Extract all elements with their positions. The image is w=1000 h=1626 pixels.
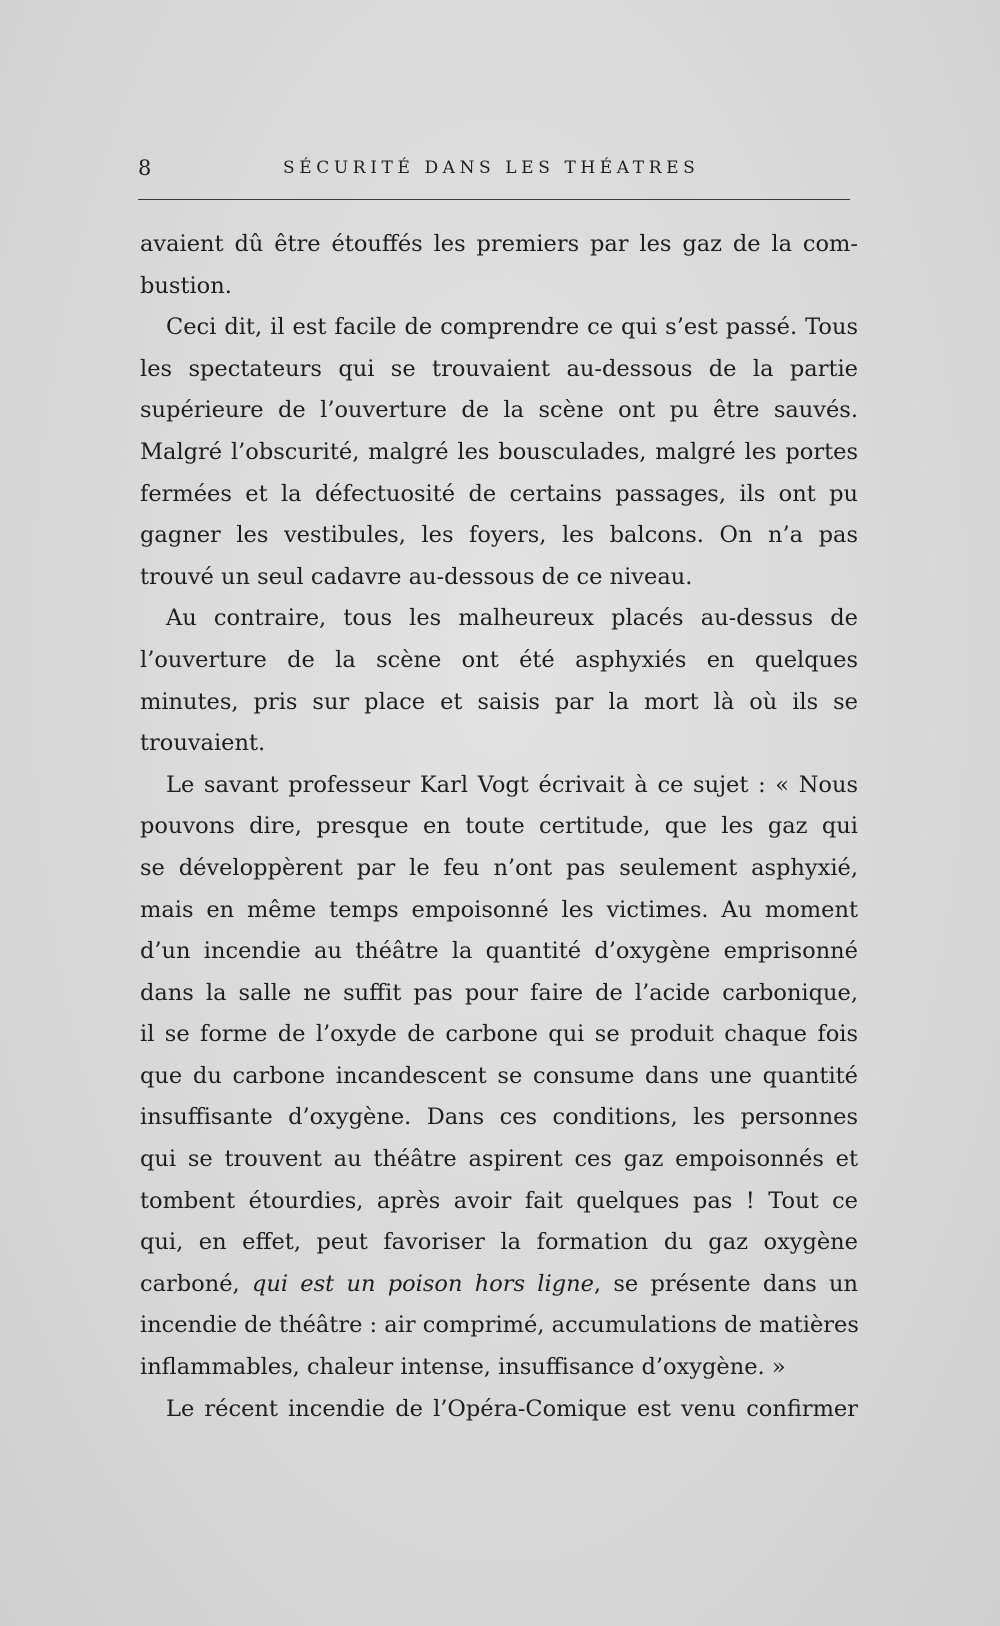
text-line: Ceci dit, il est facile de comprendre ce qui s’est passé. Tous [166,314,858,341]
text-line: il se forme de l’oxyde de carbone qui se produit chaque fois [140,1021,858,1048]
text-run: carboné, [140,1270,252,1297]
text-line: fermées et la défectuosité de certains passages, ils ont pu [140,480,858,507]
body-text [140,224,858,1430]
text-line: qui se trouvent au théâtre aspirent ces gaz empoisonnés et [140,1146,858,1173]
text-line: tombent étourdies, après avoir fait quelques pas ! Tout ce [140,1187,858,1214]
text-line: Au contraire, tous les malheureux placés au-dessus de [166,605,858,632]
text-line: Malgré l’obscurité, malgré les bousculades, malgré les portes [140,438,858,465]
text-line [140,1264,858,1306]
italic-phrase: qui est un poison hors ligne [251,1270,594,1297]
text-line: d’un incendie au théâtre la quantité d’oxygène emprisonné [140,938,858,965]
running-title: SÉCURITÉ DANS LES THÉATRES [283,158,700,178]
text-line: qui, en effet, peut favoriser la formation du gaz oxygène [140,1229,858,1256]
text-line: minutes, pris sur place et saisis par la mort là où ils se [140,688,858,715]
text-line: supérieure de l’ouverture de la scène ont pu être sauvés. [140,397,858,424]
text-line: pouvons dire, presque en toute certitude, que les gaz qui [140,813,858,840]
text-line: les spectateurs qui se trouvaient au-dessous de la partie [140,355,858,382]
text-line: l’ouverture de la scène ont été asphyxiés en quelques [140,646,858,673]
text-line: trouvé un seul cadavre au-dessous de ce niveau. [140,563,693,590]
page-header [138,156,850,186]
text-line: se développèrent par le feu n’ont pas seulement asphyxié, [140,854,858,881]
page-number: 8 [138,156,153,180]
text-line: bustion. [140,272,232,299]
text-line: Le récent incendie de l’Opéra-Comique est venu confirmer [166,1395,858,1422]
header-rule [138,199,850,200]
text-line: trouvaient. [140,730,266,757]
text-line: incendie de théâtre : air comprimé, accumulations de matières [140,1312,859,1339]
text-line: avaient dû être étouffés les premiers par les gaz de la com- [140,231,858,257]
text-run: , se présente dans un [593,1270,858,1297]
text-line: mais en même temps empoisonné les victimes. Au moment [140,896,858,923]
text-line: insuffisante d’oxygène. Dans ces conditions, les personnes [140,1104,858,1131]
text-line: dans la salle ne suffit pas pour faire de l’acide carbonique, [140,979,858,1006]
text-line: inflammables, chaleur intense, insuffisance d’oxygène. » [140,1354,786,1381]
text-line: Le savant professeur Karl Vogt écrivait à ce sujet : « Nous [166,771,858,798]
text-line: gagner les vestibules, les foyers, les balcons. On n’a pas [140,522,858,549]
text-line: que du carbone incandescent se consume dans une quantité [140,1062,858,1089]
